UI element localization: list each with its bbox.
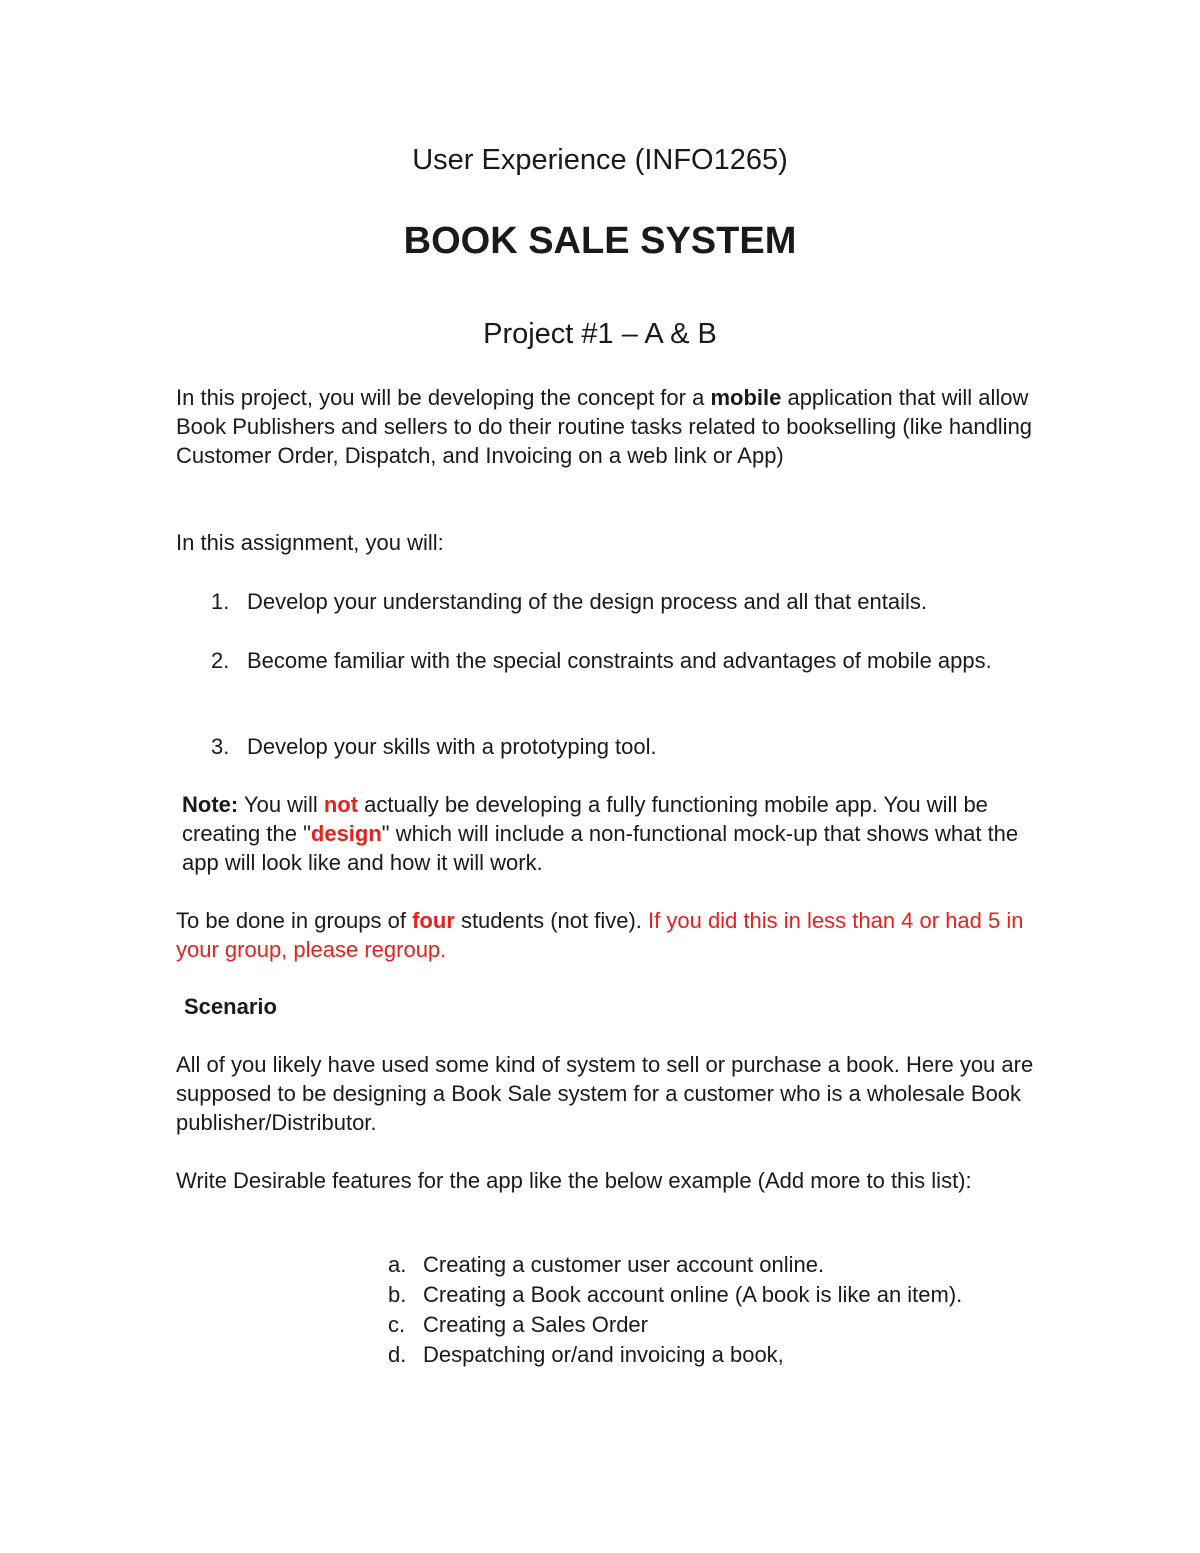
note-paragraph [182, 790, 1036, 877]
list-item-text: Become familiar with the special constraints and advantages of mobile apps. [247, 648, 992, 673]
list-item [388, 1340, 1088, 1370]
note-emphasis-design: design [310, 821, 382, 846]
note-emphasis-not: not [323, 792, 359, 817]
list-item-text: Creating a Sales Order [423, 1312, 648, 1337]
intro-text-2: application that will allow Book Publishers and sellers to do their routine tasks related to bookselling (like handling Customer Order, Dispatch, and Invoicing on a web link or App) [176, 385, 1033, 468]
list-marker: a. [388, 1252, 407, 1277]
features-list [388, 1250, 1088, 1370]
list-item [211, 732, 1041, 761]
scenario-heading: Scenario [184, 994, 277, 1019]
note-text-3: " which will include a non-functional mock-up that shows what the app will look like and how it will work. [182, 821, 1019, 875]
list-item-text: Creating a Book account online (A book is like an item). [423, 1282, 963, 1307]
course-title: User Experience (INFO1265) [412, 144, 788, 176]
groups-emphasis-four: four [412, 908, 455, 933]
note-text-2: actually be developing a fully functioning mobile app. You will be creating the " [182, 792, 988, 846]
note-text-1: You will [238, 792, 324, 817]
features-lead: Write Desirable features for the app like the below example (Add more to this list): [176, 1168, 972, 1193]
list-item-text: Develop your skills with a prototyping tool. [247, 734, 657, 759]
assignment-lead: In this assignment, you will: [176, 530, 444, 555]
list-item [211, 587, 1041, 616]
groups-text-1: To be done in groups of [176, 908, 413, 933]
list-item [388, 1250, 1088, 1280]
list-marker: d. [388, 1342, 407, 1367]
list-item-text: Despatching or/and invoicing a book, [423, 1342, 784, 1367]
list-item-text: Creating a customer user account online. [423, 1252, 825, 1277]
project-title: Project #1 – A & B [483, 318, 717, 350]
intro-emphasis-mobile: mobile [710, 385, 782, 410]
intro-paragraph [176, 383, 1036, 470]
list-item-text: Develop your understanding of the design process and all that entails. [247, 589, 927, 614]
scenario-paragraph: All of you likely have used some kind of system to sell or purchase a book. Here you are supposed to be designing a Book Sale system for a customer who is a wholesale Book publisher/Distributor. [176, 1052, 1034, 1135]
list-item [388, 1310, 1088, 1340]
list-item [211, 646, 1041, 675]
list-marker: 2. [211, 648, 230, 673]
intro-text-1: In this project, you will be developing the concept for a [176, 385, 711, 410]
list-marker: 3. [211, 734, 230, 759]
list-marker: 1. [211, 589, 230, 614]
list-marker: b. [388, 1282, 407, 1307]
groups-text-2: students (not five). [454, 908, 649, 933]
groups-warning: If you did this in less than 4 or had 5 in your group, please regroup. [176, 908, 1024, 962]
groups-paragraph [176, 906, 1036, 964]
list-marker: c. [388, 1312, 406, 1337]
document-title: BOOK SALE SYSTEM [403, 220, 797, 262]
list-item [388, 1280, 1088, 1310]
note-label: Note: [182, 792, 239, 817]
